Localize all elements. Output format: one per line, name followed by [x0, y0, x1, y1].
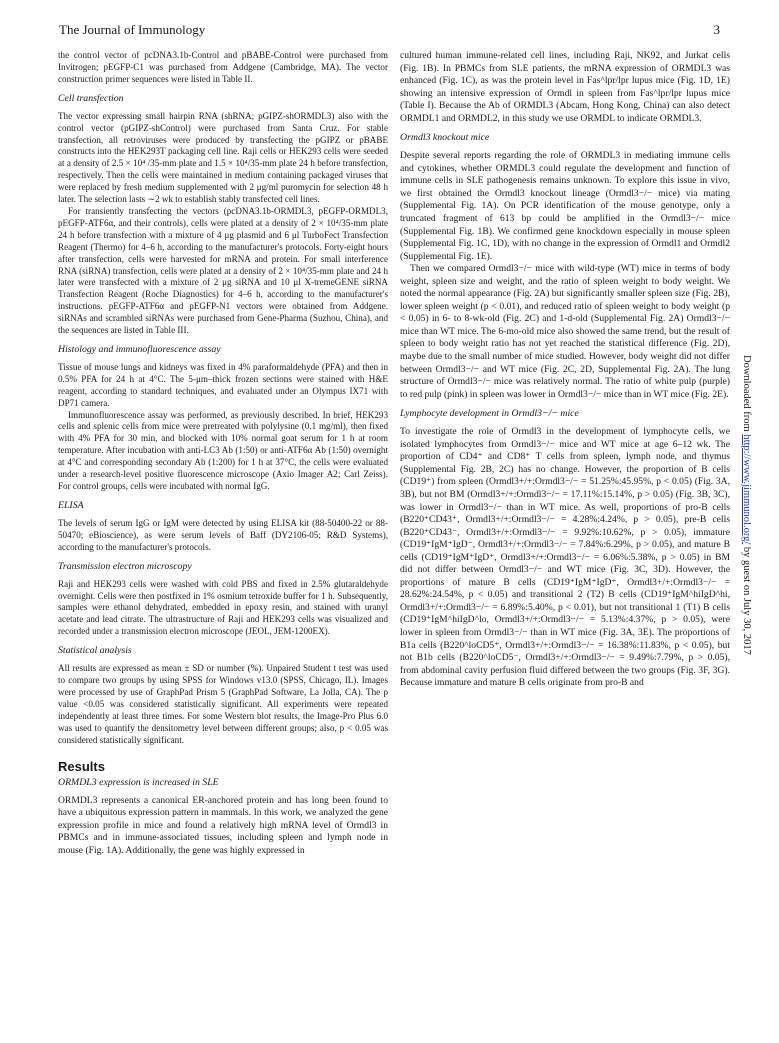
paragraph: Raji and HEK293 cells were washed with cold PBS and fixed in 2.5% glutaraldehyde overnight. Cells were then postfixed in 1% osmium tetroxide buffer for 1 h. Subsequently, samples were ethanol dehydrated, embedded in epoxy resin, and stained with uranyl acetate and lead citrate. The ultrastructure of Raji and HEK293 cells was visualized and recorded under a transmission electron microscope (JEOL, JEM-1200EX). [58, 578, 388, 637]
paragraph: Tissue of mouse lungs and kidneys was fixed in 4% paraformaldehyde (PFA) and then in 0.5% PFA for 24 h at 4°C. The 5-μm–thick frozen sections were stained with H&E reagent, according to standard techniques, and evaluated under an Olympus IX71 with DP71 camera. [58, 361, 388, 408]
paragraph: Despite several reports regarding the role of ORMDL3 in mediating immune cells and cytokines, whether ORMDL3 could regulate the development and function of immune cells in SLE pathogenesis remains unknown. To explore this issue in vivo, we first obtained the Ormdl3 knockout lineage (Ormdl3−/− mice) via mating (Supplemental Fig. 1A). On PCR identification of the mouse genotype, only a truncated fragment of 613 bp could be amplified in the Ormdl3−/− mice (Supplemental Fig. 1B). We confirmed gene knockdown especially in mouse spleen (Supplemental Fig. 1C, 1D), with no change in the expression of Ormdl1 and Ormdl2 (Supplemental Fig. 1E). [400, 150, 730, 262]
section-heading-results: Results [58, 758, 105, 774]
paragraph: cultured human immune-related cell lines, including Raji, NK92, and Jurkat cells (Fig. 1B). In PBMCs from SLE patients, the mRNA expression of ORMDL3 was enhanced (Fig. 1C), as was the protein level in Fas^lpr/lpr lupus mice (Fig. 1D, 1E) showing an intensive expression of Ormdl in spleen from Fas^lpr/lpr lupus mice (Table I). Because the Ab of ORMDL3 (Abcam, Hong Kong, China) can also detect ORMDL1 and ORMDL2, in this study we use ORMDL to indicate ORMDL3. [400, 50, 730, 124]
subsection-heading-histology: Histology and immunofluorescence assay [58, 343, 221, 355]
subsection-heading-knockout: Ormdl3 knockout mice [400, 132, 490, 144]
download-prefix: Downloaded from [741, 355, 752, 435]
download-sidebar [741, 355, 766, 955]
paragraph: ORMDL3 represents a canonical ER-anchored protein and has long been found to have a ubiquitous expression pattern in mammals. In this work, we analyzed the gene expression profile in mice and found a relatively high mRNA level of Ormdl3 in PBMCs and in immune-associated tissues, including spleen and lymph node in mouse (Fig. 1A). Additionally, the gene was highly expressed in [58, 794, 388, 856]
left-column [58, 50, 388, 857]
download-notice [741, 355, 752, 955]
subsection-heading-statistics: Statistical analysis [58, 645, 132, 657]
running-header [59, 22, 720, 42]
journal-title: The Journal of Immunology [59, 22, 206, 37]
subsection-heading-lymphocyte: Lymphocyte development in Ormdl3−/− mice [400, 408, 579, 420]
download-suffix: by guest on July 30, 2017 [741, 544, 752, 655]
subsection-heading-ormdl3-increased: ORMDL3 expression is increased in SLE [58, 776, 219, 788]
paragraph: For transiently transfecting the vectors (pcDNA3.1b-ORMDL3, pEGFP-ORMDL3, pEGFP-ATF6α, and their controls), cells were plated at a density of 2 × 10⁴/35-mm plate 24 h before transfection with a mixture of 4 μg plasmid and 6 μl TurboFect Transfection Reagent (Thermo) for 4–6 h, according to the manufacturer's protocols. Forty-eight hours after transfection, cells were harvested for mRNA and protein. For small interference RNA (siRNA) transfection, cells were plated at a density of 2 × 10⁴/35-mm plate and 24 h later were transfected with a mixture of 2 μg siRNA and 10 μl X-tremeGENE siRNA Transfection Reagent (Roche Diagnostics) for 4–6 h, according to the manufacturer's instructions. pEGFP-ATF6α and pEGFP-N1 vectors were obtained from Addgene. siRNAs and scrambled siRNAs were purchased from Gene-Pharma (Suzhou, China), and the sequences are listed in Table III. [58, 205, 388, 336]
right-column [400, 50, 730, 690]
journal-link[interactable]: http://www.jimmunol.org/ [741, 434, 752, 545]
subsection-heading-cell-transfection: Cell transfection [58, 92, 124, 104]
paragraph: All results are expressed as mean ± SD or number (%). Unpaired Student t test was used to compare two groups by using SPSS for Windows v13.0 (SPSS, Chicago, IL). Images were processed by use of GraphPad Prism 5 (GraphPad Software, La Jolla, CA). The p value <0.05 was considered statistically significant. All experiments were repeated independently at least three times. For some Western blot results, the Image-Pro Plus 6.0 was used to quantify the densitometry level between different groups; also, p < 0.05 was considered statistically significant. [58, 663, 388, 745]
paragraph: Then we compared Ormdl3−/− mice with wild-type (WT) mice in terms of body weight, spleen size and weight, and the ratio of spleen weight to body weight. We noted the normal appearance (Fig. 2A) but significantly smaller spleen size (Fig. 2B), lower spleen weight (p < 0.01), and reduced ratio of spleen weight to body weight (p < 0.05) in 6- to 8-wk-old (Fig. 2C) and 1-d-old (Supplemental Fig. 2A) Ormdl3−/− mice than WT mice. The 6-mo-old mice also showed the same trend, but the result of spleen to body weight ratio has not yet reached the statistical difference (Fig. 2D), maybe due to the small number of mice studied. However, body weight did not differ between Ormdl3−/− and WT mice (Fig. 2C, 2D, Supplemental Fig. 2A). The lung structure of Ormdl3−/− mice was relatively normal. The ratio of white pulp (purple) to red pulp (pink) in spleen was lower in Ormdl3−/− mice than in WT mice (Fig. 2E). [400, 263, 730, 400]
paragraph: The levels of serum IgG or IgM were detected by using ELISA kit (88-50400-22 or 88-50470; eBioscience), as were serum levels of Baff (DY2106-05; R&D Systems), according to the manufacturer's protocols. [58, 517, 388, 552]
paragraph: To investigate the role of Ormdl3 in the development of lymphocyte cells, we isolated lymphocytes from Ormdl3−/− mice and WT mice at age 6–12 wk. The proportion of CD4⁺ and CD8⁺ T cells from spleen, lymph node, and thymus (Supplemental Fig. 2B, 2C) has no change. However, the proportion of B cells (CD19⁺) from spleen (Ormdl3+/+:Ormdl3−/− = 51.25%:45.95%, p < 0.05) (Fig. 3A, 3B), but not BM (Ormdl3+/+:Ormdl3−/− = 17.11%:15.14%, p > 0.05) (Fig. 3B, 3C), was lower in Ormdl3−/− than in WT mice. As well, proportions of pro-B cells (B220⁺CD43⁺, Ormdl3+/+:Ormdl3−/− = 4.28%:4.24%, p > 0.05), pre-B cells (B220⁺CD43⁻, Ormdl3+/+:Ormdl3−/− = 9.92%:10.62%, p > 0.05), immature (CD19⁺IgM⁺IgD⁻, Ormdl3+/+:Ormdl3−/− = 7.84%:6.29%, p > 0.05), and mature B cells (CD19⁺IgM⁺IgD⁺, Ormdl3+/+:Ormdl3−/− = 6.06%:5.38%, p > 0.05) in BM did not differ between Ormdl3−/− and WT mice (Fig. 3C, 3D). However, the proportions of mature B cells (CD19⁺IgM⁺IgD⁺, Ormdl3+/+:Ormdl3−/− = 28.62%:24.54%, p < 0.05) and transitional 2 (T2) B cells (CD19⁺IgM^hiIgD^hi, Ormdl3+/+:Ormdl3−/− = 6.89%:5.40%, p < 0.01), but not transitional 1 (T1) B cells (CD19⁺IgM^hiIgD^lo, Ormdl3+/+:Ormdl3−/− = 5.13%:4.37%, p > 0.05), were lower in spleen from Ormdl3−/− than in WT mice (Fig. 3A, 3E). The proportions of B1a cells (B220^loCD5⁺, Ormdl3+/+:Ormdl3−/− = 16.38%:11.83%, p < 0.05), but not B1b cells (B220^loCD5⁻, Ormdl3+/+:Ormdl3−/− = 9.49%:7.79%, p > 0.05), from abdominal cavity perfusion fluid differed between the two groups (Fig. 3F, 3G). Because immature and mature B cells originate from pro-B and [400, 426, 730, 689]
paragraph: The vector expressing small hairpin RNA (shRNA; pGIPZ-shORMDL3) also with the control vector (pGIPZ-shControl) were purchased from Santa Cruz. For stable transfection, all retroviruses were produced by transfecting the pGIPZ or pBABE constructs into the HEK293T packaging cell line. Raji cells or HEK293 cells were seeded at a density of 2.5 × 10⁴ /35-mm plate and 1.5 × 10⁴/35-mm plate 24 h before transfection, respectively. Then the cells were maintained in medium containing packaged viruses that were replaced by fresh medium supplemented with 2 μg/ml puromycin for selection 48 h later. The selection lasts ∼2 wk to establish stably transfected cell lines. [58, 110, 388, 205]
subsection-heading-elisa: ELISA [58, 499, 84, 511]
subsection-heading-tem: Transmission electron microscopy [58, 560, 192, 572]
paragraph: the control vector of pcDNA3.1b-Control and pBABE-Control were purchased from Invitrogen; pEGFP-C1 was purchased from Addgene (Cambridge, MA). The vector construction primer sequences were listed in Table II. [58, 50, 388, 84]
paragraph: Immunofluorescence assay was performed, as previously described. In brief, HEK293 cells and splenic cells from mice were pretreated with polylysine (0.1 mg/ml), then fixed with 4% PFA for 30 min, and blocked with 10% normal goat serum for 1 h at room temperature. After incubation with anti-LC3 Ab (1:50) or anti-ATF6α Ab (1:50) overnight at 4°C and corresponding secondary Ab (1:200) for 1 h at 37°C, the cells were evaluated under a research-level positive fluorescence microscope (Axio Imager A2; Carl Zeiss). For control groups, cells were incubated with normal IgG. [58, 409, 388, 491]
page-number: 3 [713, 22, 720, 37]
